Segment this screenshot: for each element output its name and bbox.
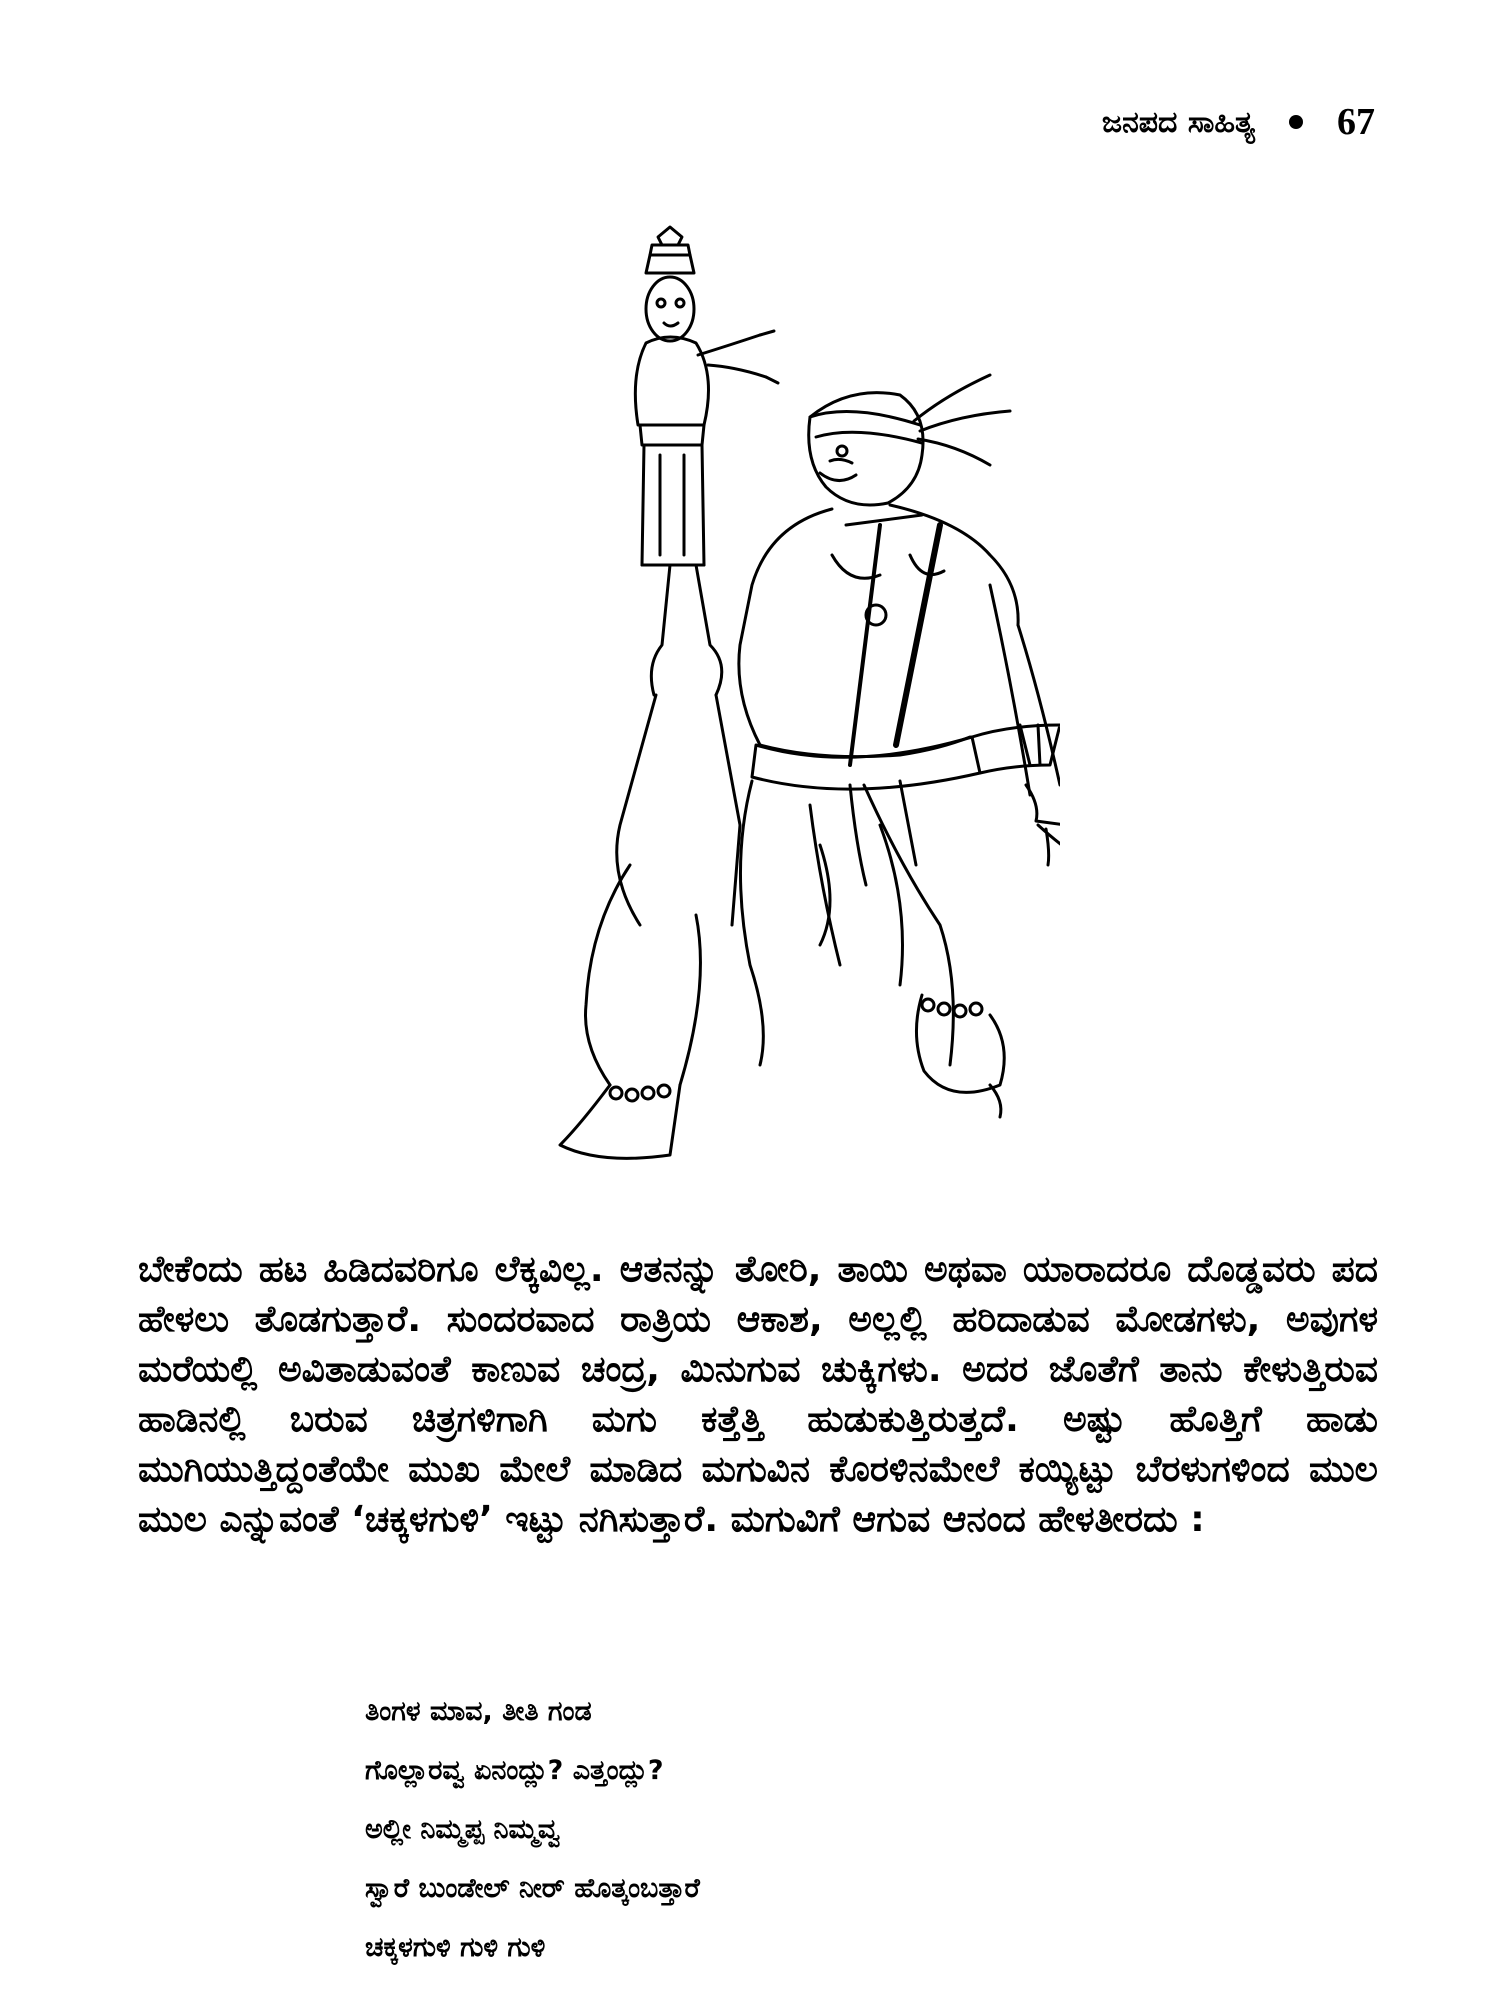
verse-line: ಅಲ್ಲೀ ನಿಮ್ಮಪ್ಪ ನಿಮ್ಮವ್ವ	[365, 1814, 561, 1845]
body-text	[138, 1245, 1378, 1545]
page-number: 67	[1337, 101, 1375, 143]
running-header	[1102, 100, 1375, 144]
paragraph: ಬೇಕೆಂದು ಹಟ ಹಿಡಿದವರಿಗೂ ಲೆಕ್ಕವಿಲ್ಲ. ಆತನನ್ನು ತೋರಿ, ತಾಯಿ ಅಥವಾ ಯಾರಾದರೂ ದೊಡ್ಡವರು ಪದ ಹೇಳಲು ತೊಡಗುತ್ತಾರೆ. ಸುಂದರವಾದ ರಾತ್ರಿಯ ಆಕಾಶ, ಅಲ್ಲಲ್ಲಿ ಹರಿದಾಡುವ ಮೋಡಗಳು, ಅವುಗಳ ಮರೆಯಲ್ಲಿ ಅವಿತಾಡುವಂತೆ ಕಾಣುವ ಚಂದ್ರ, ಮಿನುಗುವ ಚುಕ್ಕಿಗಳು. ಅದರ ಜೊತೆಗೆ ತಾನು ಕೇಳುತ್ತಿರುವ ಹಾಡಿನಲ್ಲಿ ಬರುವ ಚಿತ್ರಗಳಿಗಾಗಿ ಮಗು ಕತ್ತೆತ್ತಿ ಹುಡುಕುತ್ತಿರುತ್ತದೆ. ಅಷ್ಟು ಹೊತ್ತಿಗೆ ಹಾಡು ಮುಗಿಯುತ್ತಿದ್ದಂತೆಯೇ ಮುಖ ಮೇಲೆ ಮಾಡಿದ ಮಗುವಿನ ಕೊರಳಿನಮೇಲೆ ಕಯ್ಯಿಟ್ಟು ಬೆರಳುಗಳಿಂದ ಮುಲ ಮುಲ ಎನ್ನುವಂತೆ ‘ಚಕ್ಕಳಗುಳಿ’ ಇಟ್ಟು ನಗಿಸುತ್ತಾರೆ. ಮಗುವಿಗೆ ಆಗುವ ಆನಂದ ಹೇಳತೀರದು :	[138, 1249, 1378, 1540]
bullet-separator	[1289, 115, 1303, 129]
verse-block	[365, 1682, 1265, 1977]
illustration-drawing	[520, 225, 1060, 1205]
folk-performer-illustration	[520, 225, 1060, 1205]
verse-line: ಗೊಲ್ಲಾರವ್ವ ಏನಂದ್ಲು? ಎತ್ತಂದ್ಲು?	[365, 1755, 664, 1786]
book-title: ಜನಪದ ಸಾಹಿತ್ಯ	[1101, 104, 1255, 140]
verse-line: ಸ್ವಾರೆ ಬುಂಡೇಲ್ ನೀರ್ ಹೊತ್ಕಂಬತ್ತಾರೆ	[365, 1873, 700, 1904]
verse-line: ತಿಂಗಳ ಮಾವ, ತೀತಿ ಗಂಡ	[365, 1696, 592, 1727]
verse-line: ಚಕ್ಕಳಗುಳಿ ಗುಳಿ ಗುಳಿ	[365, 1932, 546, 1963]
